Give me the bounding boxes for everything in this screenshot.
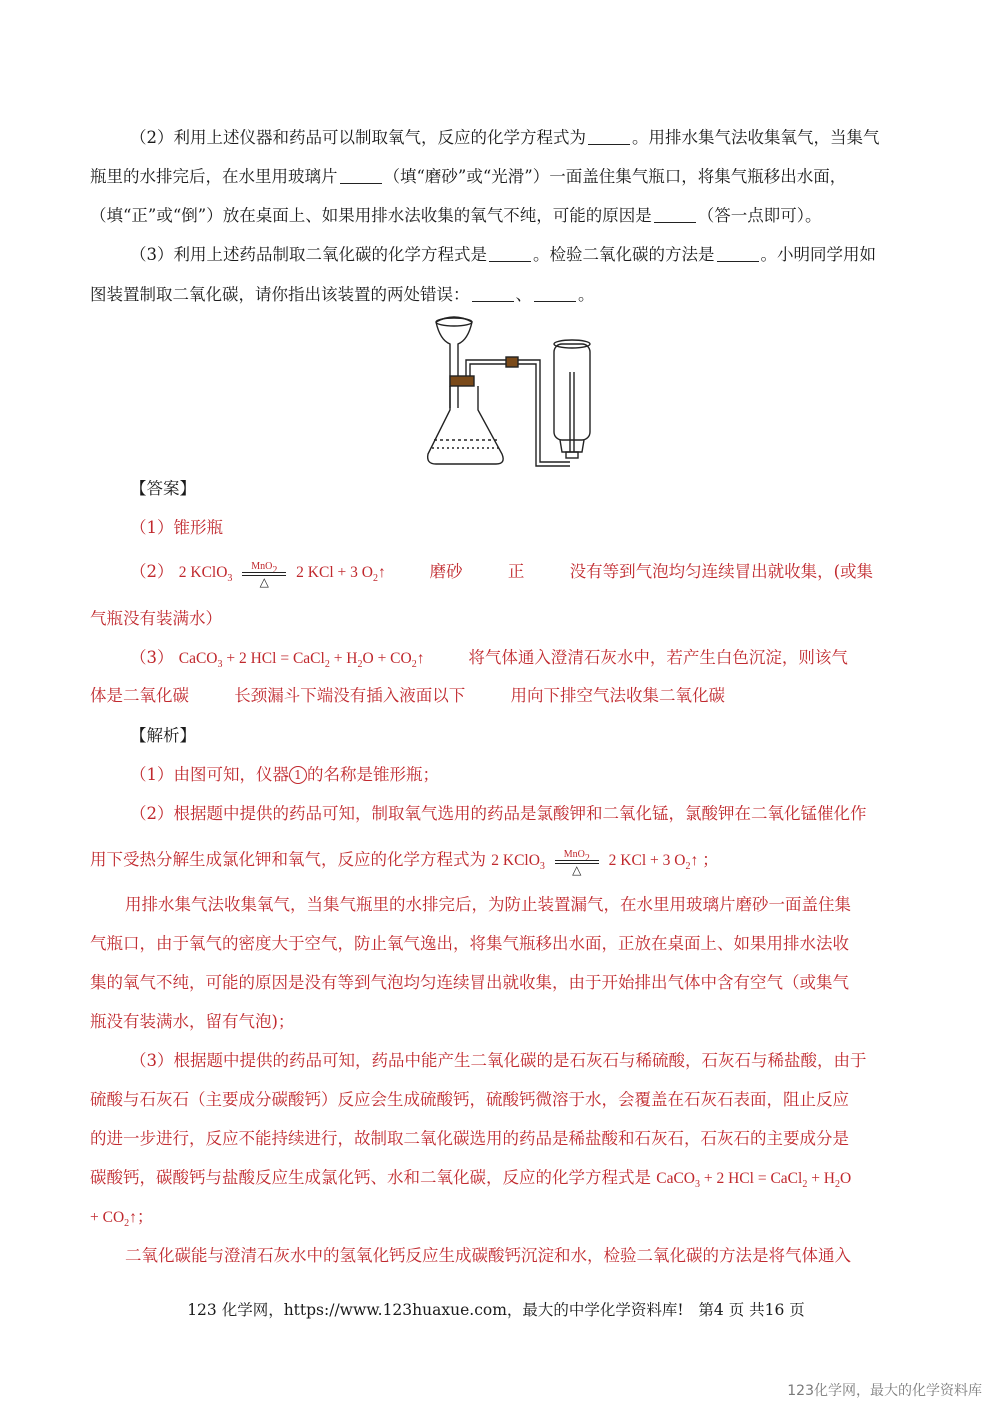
kclo3-equation [491, 849, 702, 878]
conical-flask [428, 386, 503, 464]
answer-2-blank4: 没有等到气泡均匀连续冒出就收集，(或集 [569, 562, 874, 581]
eq-sub: 2 [685, 861, 691, 872]
analysis-text: ； [136, 1207, 154, 1226]
q3-text: 、 [515, 285, 532, 304]
q2-text: （填“磨砂”或“光滑”）一面盖住集气瓶口，将集气瓶移出水面， [383, 167, 847, 186]
eq-sub: 2 [357, 659, 363, 670]
analysis-text: 碳酸钙，碳酸钙与盐酸反应生成氯化钙、水和二氧化碳，反应的化学方程式是 [90, 1168, 651, 1187]
q3-line2 [90, 283, 595, 307]
analysis-3-line1 [130, 1049, 867, 1073]
heat-symbol: △ [572, 863, 582, 878]
answer-1-text: （1）锥形瓶 [130, 518, 223, 537]
heat-symbol: △ [259, 575, 269, 590]
gas-arrow: ↑ [690, 852, 699, 869]
analysis-text: 的进一步进行，反应不能持续进行，故制取二氧化碳选用的药品是稀盐酸和石灰石，石灰石的主要成分是 [90, 1129, 849, 1148]
q3-text: 。 [578, 285, 595, 304]
gas-arrow: ↑ [129, 1209, 137, 1226]
eq-part: + 2 HCl = CaCl [700, 1170, 803, 1187]
circled-number: 1 [289, 766, 307, 784]
answer-blank [472, 284, 514, 302]
answer-2-cont-text: 气瓶没有装满水） [90, 609, 222, 628]
analysis-text: （3）根据题中提供的药品可知，药品中能产生二氧化碳的是石灰石与稀硫酸，石灰石与稀盐酸，由于 [130, 1051, 867, 1070]
q3-text: 。小明同学用如 [760, 245, 876, 264]
answer-3-cont [90, 684, 725, 708]
analysis-4-line1 [125, 1244, 851, 1268]
answer-blank [654, 205, 696, 223]
q3-text: （3）利用上述药品制取二氧化碳的化学方程式是 [130, 245, 487, 264]
eq-part: CaCO [178, 650, 218, 667]
answer-3-cont-text: 体是二氧化碳 [90, 686, 189, 705]
analysis-text: 气瓶口，由于氧气的密度大于空气，防止氧气逸出，将集气瓶移出水面，正放在桌面上、如果用排水法收 [90, 934, 849, 953]
kclo3-equation [178, 561, 390, 590]
q2-text: 瓶里的水排完后，在水里用玻璃片 [90, 167, 338, 186]
catalyst-formula: MnO [251, 561, 273, 573]
analysis-2-line1 [130, 802, 867, 826]
eq-part: + CO [90, 1209, 125, 1226]
eq-part: O + CO [362, 650, 412, 667]
answer-2-blank2: 磨砂 [429, 562, 463, 581]
answer-3-error2: 用向下排空气法收集二氧化碳 [510, 686, 725, 705]
analysis-3-line4 [90, 1166, 851, 1197]
eq-sub: 2 [584, 853, 590, 865]
answer-3-method: 将气体通入澄清石灰水中，若产生白色沉淀，则该气 [468, 648, 848, 667]
analysis-text: 用下受热分解生成氯化钾和氧气，反应的化学方程式为 [90, 850, 486, 869]
stopper [450, 376, 474, 386]
analysis-title [130, 724, 196, 748]
analysis-3-line3 [90, 1127, 849, 1151]
answer-2 [130, 560, 873, 591]
analysis-1 [130, 763, 439, 787]
analysis-text: （2）根据题中提供的药品可知，制取氧气选用的药品是氯酸钾和二氧化锰，氯酸钾在二氧化锰催化作 [130, 804, 867, 823]
analysis-text: 集的氧气不纯，可能的原因是没有等到气泡均匀连续冒出就收集，由于开始排出气体中含有空气（或集气 [90, 973, 849, 992]
eq-reactant: 2 KClO [178, 564, 228, 581]
answer-blank [717, 244, 759, 262]
watermark: 123化学网，最大的化学资料库 [787, 1383, 982, 1399]
answer-3-prefix: （3） [130, 648, 174, 667]
caco3-equation [178, 650, 429, 670]
q2-text: （2）利用上述仪器和药品可以制取氧气，反应的化学方程式为 [130, 128, 586, 147]
page-number: 第4 页 共16 页 [698, 1301, 805, 1319]
eq-sub: 2 [835, 1179, 840, 1190]
rubber-joint [506, 357, 518, 367]
analysis-2b-line1 [125, 893, 851, 917]
eq-part: + 2 HCl = CaCl [222, 650, 325, 667]
catalyst-condition [555, 849, 599, 878]
apparatus-figure [420, 312, 600, 476]
analysis-2b-line3 [90, 971, 849, 995]
gas-arrow: ↑ [377, 564, 386, 581]
q3-text: 。检验二氧化碳的方法是 [533, 245, 715, 264]
eq-product: 2 KCl + 3 O [608, 852, 686, 869]
analysis-text: 二氧化碳能与澄清石灰水中的氢氧化钙反应生成碳酸钙沉淀和水，检验二氧化碳的方法是将气体通入 [125, 1246, 851, 1265]
analysis-text: ； [702, 850, 719, 869]
eq-product: 2 KCl + 3 O [296, 564, 373, 581]
eq-sub: 3 [217, 659, 223, 670]
eq-sub: 2 [802, 1179, 808, 1190]
eq-sub: 2 [324, 659, 330, 670]
answer-blank [534, 284, 576, 302]
caco3-equation: CaCO$_3$ + 2 HCl = CaCl$_2$ + $H_2O$ [656, 1170, 852, 1190]
q2-line1 [130, 126, 880, 150]
q2-text: 。用排水集气法收集氧气，当集气 [632, 128, 880, 147]
eq-part: CaCO [656, 1170, 695, 1187]
eq-sub: 2 [372, 573, 378, 584]
answer-2-prefix: （2） [130, 562, 174, 581]
answer-blank [588, 127, 630, 145]
analysis-heading: 【解析】 [130, 726, 196, 745]
analysis-text: （1）由图可知，仪器 [130, 765, 289, 784]
analysis-text: 瓶没有装满水，留有气泡)； [90, 1012, 295, 1031]
q2-text: （答一点即可）。 [697, 206, 822, 225]
eq-sub: 3 [539, 861, 545, 872]
eq-sub: 3 [227, 573, 233, 584]
catalyst-condition [242, 561, 286, 590]
answer-blank [340, 166, 382, 184]
analysis-3-line5 [90, 1205, 153, 1236]
answer-3 [130, 646, 848, 677]
q2-line3 [90, 204, 822, 228]
page-footer [0, 1298, 992, 1320]
eq-sub: 2 [272, 565, 278, 577]
eq-reactant: 2 KClO [491, 852, 540, 869]
answer-heading: 【答案】 [130, 479, 196, 498]
analysis-text: 硫酸与石灰石（主要成分碳酸钙）反应会生成硫酸钙，硫酸钙微溶于水，会覆盖在石灰石表面，阻止反应 [90, 1090, 849, 1109]
q2-line2 [90, 165, 846, 189]
analysis-2-line2 [90, 848, 719, 879]
analysis-2b-line2 [90, 932, 849, 956]
analysis-text: 的名称是锥形瓶； [307, 765, 439, 784]
eq-sub: 2 [411, 659, 417, 670]
eq-sub: 2 [124, 1218, 130, 1229]
q3-text: 图装置制取二氧化碳，请你指出该装置的两处错误： [90, 285, 470, 304]
collecting-bottle [554, 344, 590, 440]
footer-site-text: 123 化学网，https://www.123huaxue.com，最大的中学化学资料库! [187, 1301, 684, 1319]
q3-line1 [130, 243, 876, 267]
analysis-text: 用排水集气法收集氧气，当集气瓶里的水排完后，为防止装置漏气，在水里用玻璃片磨砂一面盖住集 [125, 895, 851, 914]
analysis-2b-line4 [90, 1010, 294, 1034]
answer-1 [130, 516, 223, 540]
eq-part: + H [329, 650, 358, 667]
q2-text: （填“正”或“倒”）放在桌面上、如果用排水法收集的氧气不纯，可能的原因是 [90, 206, 652, 225]
analysis-3-line2 [90, 1088, 849, 1112]
answer-3-error1: 长颈漏斗下端没有插入液面以下 [234, 686, 466, 705]
gas-arrow: ↑ [416, 650, 425, 667]
catalyst-formula: MnO [563, 849, 585, 861]
eq-part: + H [807, 1170, 835, 1187]
answer-2-cont [90, 607, 222, 631]
answer-blank [489, 244, 531, 262]
co2-apparatus-diagram [420, 312, 600, 472]
answer-title [130, 477, 196, 501]
eq-sub: 3 [695, 1179, 700, 1190]
answer-2-blank3: 正 [507, 562, 525, 581]
